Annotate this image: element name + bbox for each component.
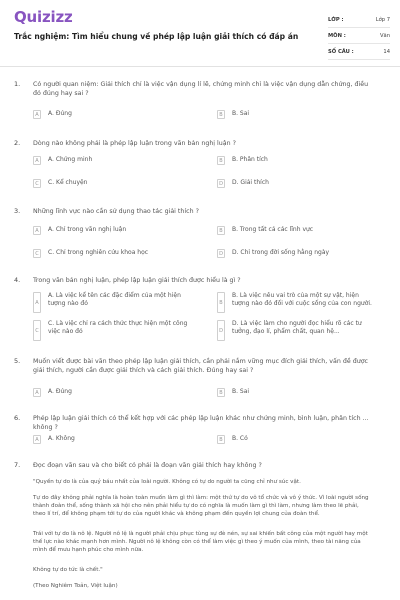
worksheet-header bbox=[0, 0, 400, 67]
option-text: C. Kể chuyện bbox=[48, 179, 88, 186]
meta-label: SỐ CÂU : bbox=[328, 48, 354, 55]
option-text: B. Phân tích bbox=[232, 156, 268, 163]
meta-row-count bbox=[328, 44, 390, 60]
option-text: D. Là việc làm cho người đọc hiểu rõ các tư tưởng, đạo lí, phẩm chất, quan hệ... bbox=[232, 320, 362, 335]
meta-row-grade bbox=[328, 12, 390, 28]
option-letter-box: D bbox=[217, 179, 225, 188]
option-letter-box: A bbox=[33, 226, 41, 235]
option-text: A. Chỉ trong văn nghị luận bbox=[48, 226, 127, 233]
question-number: 6. bbox=[14, 414, 21, 422]
question-number: 3. bbox=[14, 207, 21, 215]
option-letter-box: A bbox=[33, 110, 41, 119]
option-letter-box: B bbox=[217, 226, 225, 235]
option-d[interactable] bbox=[217, 179, 269, 189]
option-letter-box: B bbox=[217, 388, 225, 397]
option-b[interactable] bbox=[217, 435, 248, 445]
option-a[interactable] bbox=[33, 226, 126, 236]
option-text: B. Sai bbox=[232, 110, 250, 117]
question-text: Dòng nào không phải là phép lập luận trong văn bản nghị luận ? bbox=[33, 140, 236, 147]
option-letter-box: A bbox=[33, 156, 41, 165]
option-letter-box: B bbox=[217, 156, 225, 165]
meta-value: Lớp 7 bbox=[375, 16, 390, 23]
option-letter-box: D bbox=[217, 249, 225, 258]
question-text: Trong văn bản nghị luận, phép lập luận giải thích được hiểu là gì ? bbox=[33, 277, 241, 284]
option-text: A. Không bbox=[48, 435, 75, 442]
option-a[interactable] bbox=[33, 110, 72, 120]
meta-value: Văn bbox=[379, 32, 390, 39]
question-text: Có người quan niệm: Giải thích chỉ là việc vận dụng lí lẽ, chứng minh chỉ là việc vận dụng dẫn chứng, điều đó đúng hay sai ? bbox=[33, 81, 369, 97]
option-text: A. Chứng minh bbox=[48, 156, 93, 163]
meta-label: LỚP : bbox=[328, 16, 344, 23]
passage-paragraph: "Quyền tự do là của quý báu nhất của loài người. Không có tự do người ta cũng chỉ như súc vật. bbox=[33, 479, 301, 485]
question-text: Những lĩnh vực nào cần sử dụng thao tác giải thích ? bbox=[33, 208, 199, 215]
passage-paragraph: Tự do đây không phải nghĩa là hoàn toàn muốn làm gì thì làm: một thứ tự do vô tổ chức và vô ý thức. Vì loài người sống thành đoàn thể, sống thành xã hội cho nên phải hiểu tự do có nghĩa là muốn làm gì thì làm, nhưng làm theo lẽ phải, theo lí trí, để không phạm tới tự do của người khác và không phạm đến quyền lợi chung của đoàn thể. bbox=[33, 495, 369, 517]
option-text: A. Là việc kể tên các đặc điểm của một hiện tượng nào đó bbox=[48, 292, 181, 307]
question-number: 5. bbox=[14, 357, 21, 365]
quizizz-logo: Quizizz bbox=[14, 8, 73, 26]
worksheet-title: Trắc nghiệm: Tìm hiểu chung về phép lập luận giải thích có đáp án bbox=[14, 32, 299, 41]
passage-paragraph: Không tự do tức là chết." bbox=[33, 567, 103, 573]
option-letter-box: B bbox=[217, 110, 225, 119]
option-text: D. Chỉ trong đời sống hằng ngày bbox=[232, 249, 330, 256]
option-b[interactable] bbox=[217, 156, 268, 166]
passage-paragraph: Trái với tự do là nô lệ. Người nô lệ là người phải chịu phục tùng sự đè nén, sự sai khiến bất công của một người hay một thế lực nào khác mạnh hơn mình. Người nô lệ không còn có thể làm việc gì theo ý muốn của mình, theo tài năng của mình để mưu hạnh phúc cho mình nữa. bbox=[33, 531, 368, 553]
meta-value: 14 bbox=[383, 48, 390, 55]
option-a[interactable] bbox=[33, 292, 188, 314]
option-a[interactable] bbox=[33, 156, 92, 166]
passage-source: (Theo Nghiêm Toản, Việt luận) bbox=[33, 583, 118, 589]
option-letter-box: A bbox=[33, 435, 41, 444]
option-letter-box: B bbox=[217, 435, 225, 444]
question-number: 1. bbox=[14, 80, 21, 88]
option-text: B. Trong tất cả các lĩnh vực bbox=[232, 226, 314, 233]
option-text: C. Chỉ trong nghiên cứu khoa học bbox=[48, 249, 149, 256]
question-text: Phép lập luận giải thích có thể kết hợp với các phép lập luận khác như chứng minh, bình luận, phân tích ... không ? bbox=[33, 415, 369, 431]
option-b[interactable] bbox=[217, 110, 249, 120]
option-c[interactable] bbox=[33, 179, 88, 189]
option-text: A. Đúng bbox=[48, 110, 72, 117]
question-text: Muốn viết được bài văn theo phép lập luận giải thích, cần phải nắm vững mục đích giải thích, vấn đề được giải thích, người cần được giải thích và cách giải thích. Đúng hay sai ? bbox=[33, 358, 369, 374]
option-letter-box: C bbox=[33, 179, 41, 188]
question-number: 2. bbox=[14, 139, 21, 147]
option-d[interactable] bbox=[217, 249, 329, 259]
option-letter-box: B bbox=[217, 292, 225, 313]
option-a[interactable] bbox=[33, 435, 75, 445]
option-letter-box: A bbox=[33, 292, 41, 313]
meta-label: MÔN : bbox=[328, 32, 346, 39]
option-b[interactable] bbox=[217, 388, 249, 398]
question-number: 4. bbox=[14, 276, 21, 284]
option-d[interactable] bbox=[217, 320, 372, 342]
question-number: 7. bbox=[14, 461, 21, 469]
meta-table bbox=[328, 12, 390, 60]
option-text: B. Là việc nêu vai trò của một sự vật, hiện tượng nào đó đối với cuộc sống của con người. bbox=[232, 292, 372, 307]
option-b[interactable] bbox=[217, 292, 372, 314]
option-text: B. Có bbox=[232, 435, 248, 442]
option-text: B. Sai bbox=[232, 388, 250, 395]
option-letter-box: A bbox=[33, 388, 41, 397]
option-text: D. Giải thích bbox=[232, 179, 269, 186]
option-letter-box: D bbox=[217, 320, 225, 341]
question-text: Đọc đoạn văn sau và cho biết có phải là đoạn văn giải thích hay không ? bbox=[33, 462, 262, 469]
option-text: A. Đúng bbox=[48, 388, 72, 395]
option-b[interactable] bbox=[217, 226, 313, 236]
option-letter-box: C bbox=[33, 320, 41, 341]
option-text: C. Là việc chỉ ra cách thức thực hiện một công việc nào đó bbox=[48, 320, 188, 335]
option-c[interactable] bbox=[33, 320, 188, 342]
option-letter-box: C bbox=[33, 249, 41, 258]
meta-row-subject bbox=[328, 28, 390, 44]
option-a[interactable] bbox=[33, 388, 72, 398]
option-c[interactable] bbox=[33, 249, 148, 259]
